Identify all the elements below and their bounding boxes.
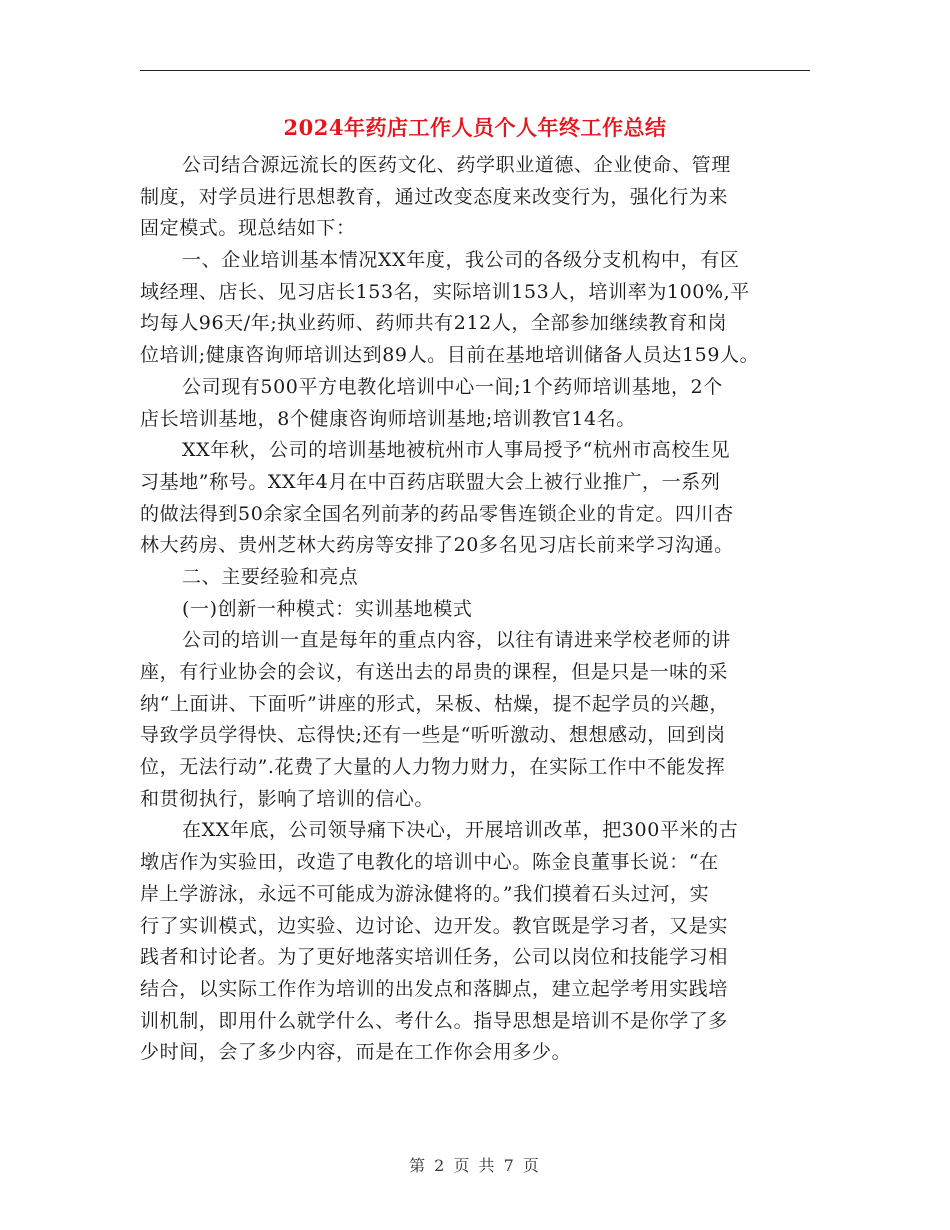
body-line: (一)创新一种模式：实训基地模式 xyxy=(182,597,473,620)
body-line: 均每人96天/年;执业药师、药师共有212人，全部参加继续教育和岗 xyxy=(140,312,728,335)
body-line: 域经理、店长、见习店长153名，实际培训153人，培训率为100%,平 xyxy=(140,280,750,303)
body-line: 训机制，即用什么就学什么、考什么。指导思想是培训不是你学了多 xyxy=(140,1009,729,1032)
document-title: 2024年药店工作人员个人年终工作总结 xyxy=(283,115,667,140)
body-line: 结合，以实际工作作为培训的出发点和落脚点，建立起学考用实践培 xyxy=(140,977,729,1000)
body-line: 和贯彻执行，影响了培训的信心。 xyxy=(140,787,435,810)
body-line: 座，有行业协会的会议，有送出去的昂贵的课程，但是只是一味的采 xyxy=(140,661,729,683)
body-line: 在XX年底，公司领导痛下决心，开展培训改革，把300平米的古 xyxy=(182,819,739,842)
body-line: 少时间，会了多少内容，而是在工作你会用多少。 xyxy=(140,1041,572,1064)
body-line: XX年秋，公司的培训基地被杭州市人事局授予“杭州市高校生见 xyxy=(182,439,731,462)
body-line: 位，无法行动”.花费了大量的人力物力财力，在实际工作中不能发挥 xyxy=(140,756,726,779)
header-rule xyxy=(140,70,810,71)
body-line: 公司的培训一直是每年的重点内容，以往有请进来学校老师的讲 xyxy=(182,629,731,652)
document-body xyxy=(140,150,812,1069)
body-line: 岸上学游泳，永远不可能成为游泳健将的。”我们摸着石头过河，实 xyxy=(140,882,710,905)
body-line: 二、主要经验和亮点 xyxy=(182,565,359,588)
body-line: 习基地”称号。XX年4月在中百药店联盟大会上被行业推广，一系列 xyxy=(140,470,721,493)
body-line: 墩店作为实验田，改造了电教化的培训中心。陈金良董事长说：“在 xyxy=(140,851,719,874)
body-line: 位培训;健康咨询师培训达到89人。目前在基地培训储备人员达159人。 xyxy=(140,344,760,367)
body-line: 公司现有500平方电教化培训中心一间;1个药师培训基地，2个 xyxy=(182,375,723,398)
body-line: 制度，对学员进行思想教育，通过改变态度来改变行为，强化行为来 xyxy=(140,185,729,208)
body-line: 店长培训基地，8个健康咨询师培训基地;培训教官14名。 xyxy=(140,407,636,430)
body-line: 纳“上面讲、下面听”讲座的形式，呆板、枯燥，提不起学员的兴趣， xyxy=(140,692,730,715)
body-line: 行了实训模式，边实验、边讨论、边开发。教官既是学习者，又是实 xyxy=(140,914,729,937)
body-line: 林大药房、贵州芝林大药房等安排了20多名见习店长前来学习沟通。 xyxy=(140,534,734,557)
body-line: 一、企业培训基本情况XX年度，我公司的各级分支机构中，有区 xyxy=(182,249,740,272)
body-line: 公司结合源远流长的医药文化、药学职业道德、企业使命、管理 xyxy=(182,154,731,176)
body-line: 固定模式。现总结如下： xyxy=(140,217,356,240)
body-line: 导致学员学得快、忘得快;还有一些是“听听激动、想想感动，回到岗 xyxy=(140,724,726,747)
body-line: 的做法得到50余家全国名列前茅的药品零售连锁企业的肯定。四川杏 xyxy=(140,502,734,525)
page-number: 第 2 页 共 7 页 xyxy=(409,1156,541,1175)
body-line: 践者和讨论者。为了更好地落实培训任务，公司以岗位和技能学习相 xyxy=(140,946,729,969)
